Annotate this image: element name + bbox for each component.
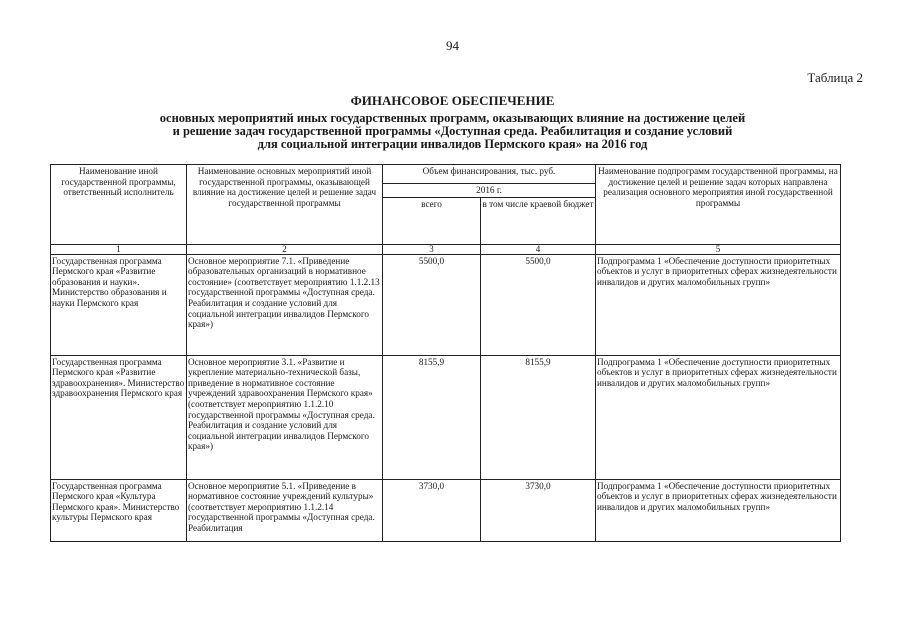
subtitle-line: для социальной интеграции инвалидов Пермского края» на 2016 год <box>257 137 648 151</box>
document-title: ФИНАНСОВОЕ ОБЕСПЕЧЕНИЕ <box>350 93 555 108</box>
total-cell: 5500,0 <box>383 254 481 355</box>
regional-cell: 3730,0 <box>481 479 596 541</box>
total-cell: 8155,9 <box>383 355 481 479</box>
program-cell: Государственная программа Пермского края «Культура Пермского края». Министерство культуры Пермского края <box>51 479 187 541</box>
header-program: Наименование иной государственной программы, ответственный исполнитель <box>51 165 187 245</box>
measure-cell: Основное мероприятие 3.1. «Развитие и укрепление материально-технической базы, приведение в нормативное состояние учреждений здравоохранения Пермского края» (соответствует мероприятию 1.1.2.10 государственной программы «Доступная среда. Реабилитация и создание условий для социальной интеграции инвалидов Пермского края») <box>187 355 383 479</box>
subtitle-line: и решение задач государственной программы «Доступная среда. Реабилитация и создание условий <box>172 124 733 138</box>
subprogram-cell: Подпрограмма 1 «Обеспечение доступности приоритетных объектов и услуг в приоритетных сферах жизнедеятельности инвалидов и других маломобильных групп» <box>596 355 841 479</box>
program-cell: Государственная программа Пермского края «Развитие здравоохранения». Министерство здравоохранения Пермского края <box>51 355 187 479</box>
measure-cell: Основное мероприятие 5.1. «Приведение в нормативное состояние учреждений культуры» (соответствует мероприятию 1.1.2.14 государственной программы «Доступная среда. Реабилитация <box>187 479 383 541</box>
subtitle-line: основных мероприятий иных государственных программ, оказывающих влияние на достижение целей <box>159 111 746 125</box>
column-number: 5 <box>596 244 841 254</box>
header-subprogram: Наименование подпрограмм государственной программы, на достижение целей и решение задач которых направлена реализация основного мероприятия иной государственной программы <box>596 165 841 245</box>
measure-cell: Основное мероприятие 7.1. «Приведение образовательных организаций в нормативное состояние» (соответствует мероприятию 1.1.2.13 государственной программы «Доступная среда. Реабилитация и создание условий для социальной интеграции инвалидов Пермского края») <box>187 254 383 355</box>
column-number: 3 <box>383 244 481 254</box>
financing-table <box>50 164 841 542</box>
header-funding: Объем финансирования, тыс. руб. <box>383 165 596 184</box>
subprogram-cell: Подпрограмма 1 «Обеспечение доступности приоритетных объектов и услуг в приоритетных сферах жизнедеятельности инвалидов и других маломобильных групп» <box>596 254 841 355</box>
table-label: Таблица 2 <box>807 70 863 85</box>
program-cell: Государственная программа Пермского края «Развитие образования и науки». Министерство образования и науки Пермского края <box>51 254 187 355</box>
regional-cell: 5500,0 <box>481 254 596 355</box>
table-row <box>51 479 841 541</box>
page-number: 94 <box>446 38 459 53</box>
header-regional: в том числе краевой бюджет <box>481 197 596 244</box>
table-row <box>51 254 841 355</box>
column-number: 4 <box>481 244 596 254</box>
column-number: 1 <box>51 244 187 254</box>
subprogram-cell: Подпрограмма 1 «Обеспечение доступности приоритетных объектов и услуг в приоритетных сферах жизнедеятельности инвалидов и других маломобильных групп» <box>596 479 841 541</box>
column-number: 2 <box>187 244 383 254</box>
header-measure: Наименование основных мероприятий иной государственной программы, оказывающей влияние на достижение целей и решение задач государственной программы <box>187 165 383 245</box>
table-row <box>51 355 841 479</box>
header-year: 2016 г. <box>383 184 596 198</box>
total-cell: 3730,0 <box>383 479 481 541</box>
regional-cell: 8155,9 <box>481 355 596 479</box>
header-total: всего <box>383 197 481 244</box>
document-subtitle <box>60 112 845 151</box>
